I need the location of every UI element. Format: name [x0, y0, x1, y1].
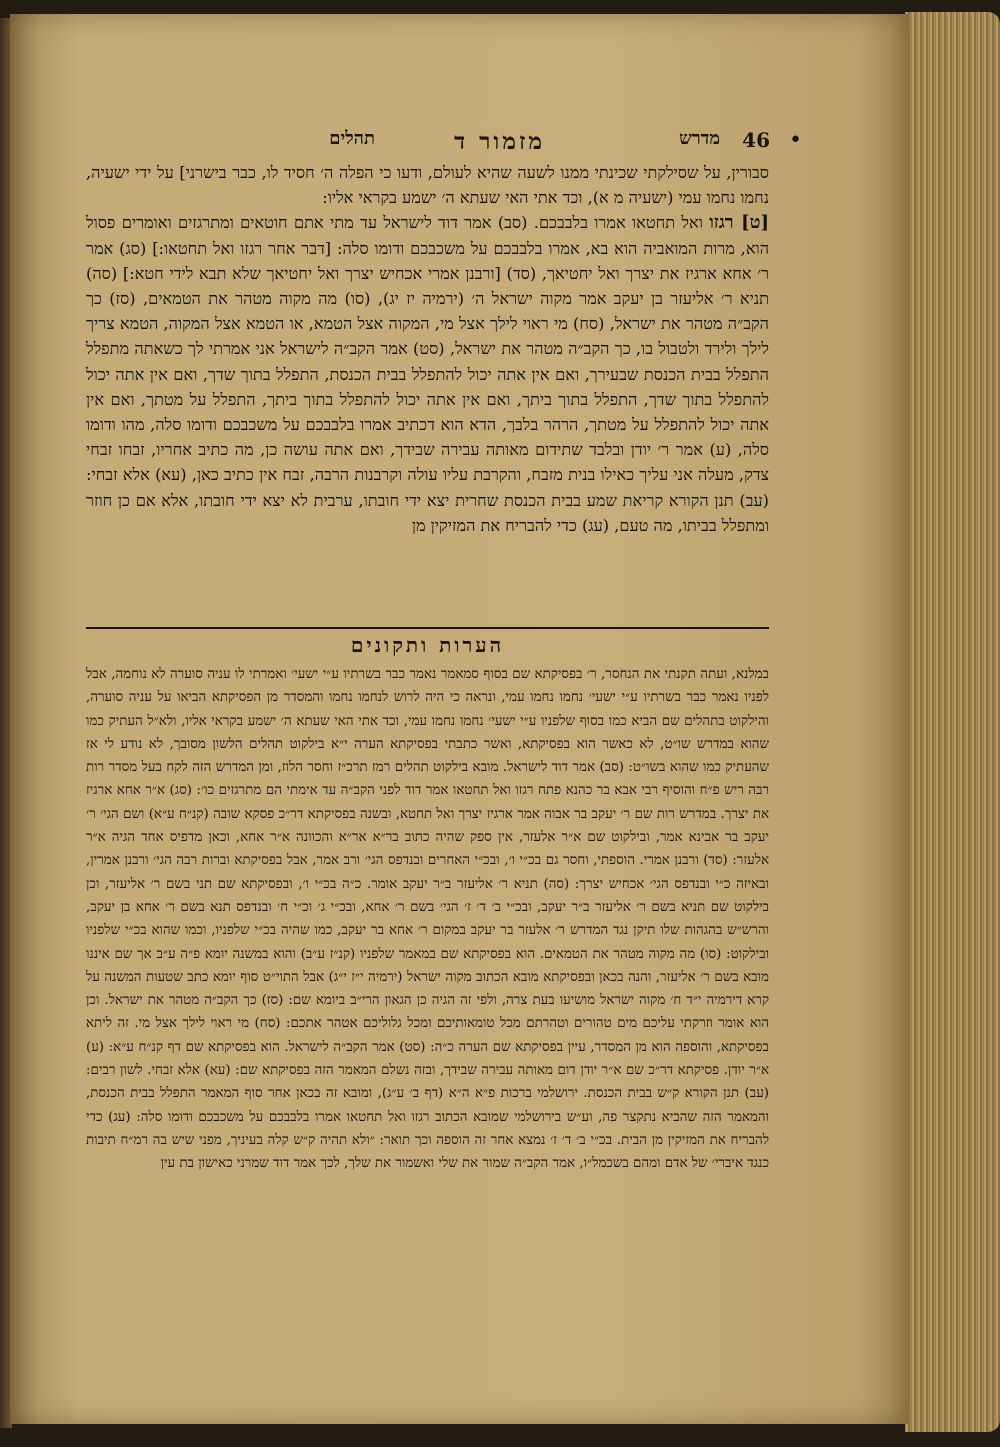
main-text	[86, 160, 769, 538]
main-paragraph-1: סבורין, על שסילקתי שכינתי ממנו לשעה שהיא לעולם, ודעו כי הפלה ה׳ חסיד לו, כבר בישרני] על ידי ישעיה, נחמו נחמו עמי (ישעיה מ א), וכד אתי האי שעתא ה׳ ישמע בקראי אליו:	[86, 163, 769, 208]
header-book-title: מדרש	[679, 128, 720, 149]
page-number: 46	[742, 128, 770, 152]
book-page-edges	[905, 12, 1000, 1432]
margin-dot-header: •	[789, 128, 802, 153]
header-section: תהלים	[329, 128, 375, 149]
notes-text	[86, 663, 769, 1176]
notes-title: הערות ותקונים	[350, 633, 505, 657]
main-paragraph-2	[86, 210, 769, 538]
notes-body: במלנא, ועתה תקנתי את הנחסר, ר׳ בפסיקתא שם בסוף סמאמר נאמר כבר בשרתיו ע״י ישעי׳ ואמרתי לו עניה סוערה לא נוחמה, אבל לפניו נאמר כבר בשרתיו ע״י ישעי׳ נחמו נחמו עמי, ונראה כי היה לרוש לנחמו נחמו והמסדר מן הפסיקתא הביאו על עניה סוערה, והילקוט בתהלים שם הביא כמו בסוף שלפניו ע״י ישעי׳ נחמו נחמו עמי, וכד אתי האי שעתא ה׳ ישמע בקראי אליו, ולא״ל העתיק כמו שהוא במדרש שו״ט, לא כאשר הוא בפסיקתא, ואשר כתבתי בפסיקתא הערה י״א בילקוט תהלים הלשון מסובך, לא נודע לי אז שהעתיק כמו שהוא בשו״ט: (סב) אמר דוד לישראל. מובא בילקוט תהלים רמז תרכ״ז וחסר הלוז, ומן המדרש הזה לקח בעל מסדר רות רבה ריש פ״ח והוסיף רבי אבא בר כהנא פתח רגזו ואל תחטאו אמר דוד לפני הקב״ה עד אימתי הם מתרגזים כו׳: (סג) א״ר אחא ארגיז את יצרך. במדרש רות שם ר׳ יעקב בר אבוה אמר ארגיז יצרך ואל תחטא, ובשנה בפסיקתא דר״כ פסקא שובה (קנ״ח ע״א) ושם הגי׳ ר׳ יעקב בר אבינא אמר, ובילקוט שם א״ר אלעזר, אין ספק שהיה כתוב בר״א אר״א והכוונה א״ר אחא, וכאן מדפיס אחד הגיה א״ר אלעזר: (סד) ורבנן אמרי. הוספתי, וחסר גם בכ״י ו׳, ובכ״י האחרים ובנדפס הגי׳ ורב אמר, אבל בפסיקתא וברות רבה הגי׳ ורבנן אמרין, ובאיזה כ״י ובנדפס הגי׳ אכחיש יצרך: (סה) תניא ר׳ אליעזר ב״ר יעקב אומר. כ״ה בכ״י ו׳, ובפסיקתא שם תני בשם ר׳ אליעזר, וכן בילקוט שם תניא בשם ר׳ אליעזר ב״ר יעקב, ובכ״י ב׳ ד׳ ז׳ הגי׳ בשם ר׳ אחא, ובכ״י ג׳ וכ״י ח׳ ובנדפס תנא בשם ר׳ אחא בן יעקב, והרש״ש בהגהות שלו תיקן נגד המדרש ר׳ אלעזר בר יעקב במקום ר׳ אחא בר יעקב, כמו שהיה בכ״י שלפניו, וכמו שהוא בכ״י שלפניו ובילקוט: (סו) מה מקוה מטהר את הטמאים. הוא בפסיקתא שם במאמר שלפניו (קנ״ז ע״ב) והוא במשנה יומא פ״ה ע״ב אך שם איננו מובא בשם ר׳ אליעזר, והנה בכאן ובפסיקתא מובא הכתוב מקוה ישראל (ירמיה י״ז י״ג) אבל התוי״ט סוף יומא כתב שטעות המשנה על קרא דירמיה י״ד ח׳ מקוה ישראל מושיעו בעת צרה, ולפי זה הגיה כן הגאון הרי״ב ביומא שם: (סז) כך הקב״ה מטהר את ישראל. וכן הוא אומר וזרקתי עליכם מים טהורים וטהרתם מכל טומאותיכם ומכל גלוליכם אטהר אתכם: (סח) מי ראוי לילך אצל מי. זה ליתא בפסיקתא, והוספה הוא מן המסדר, עיין בפסיקתא שם הערה כ״ה: (סט) אמר הקב״ה לישראל. הוא בפסיקתא שם דף קנ״ח ע״א: (ע) א״ר יודן. פסיקתא דר״כ שם א״ר יודן דום מאותה עבירה שבידך, ובזה נשלם המאמר הזה בפסיקתא שם: (עא) אלא זבחי. לשון רבים: (עב) תנן הקורא ק״ש בבית הכנסת. ירושלמי ברכות פ״א ה״א (דף ב׳ ע״ג), ומובא זה בכאן אחר סוף המאמר התפלל בבית הכנסת, והמאמר הזה שהביא נתקצר פה, וע״ש בירושלמי שמובא הכתוב רגזו ואל תחטאו אמרו בלבבכם על משכבכם ודומו סלה: (עג) כדי להבריח את המזיקין מן הבית. בכ״י ב׳ ד׳ ז׳ נמצא אחר זה הוספה וכך תואר: ״ולא תהיה ק״ש קלה בעיניך, מפני שיש בה רמ״ח תיבות כנגד איברי׳ של אדם ומהם בשכמל״ו, אמר הקב״ה שמור את שלי ואשמור את שלך, לכך אמר דוד שמרני כאישון בת עין	[86, 667, 769, 1172]
running-header	[260, 128, 802, 156]
verse-lead: [ט] רגזו	[709, 212, 769, 234]
header-psalm: מזמור ד	[454, 128, 545, 155]
section-divider	[86, 627, 769, 629]
main-paragraph-2-body: ואל תחטאו אמרו בלבבכם. (סב) אמר דוד לישראל עד מתי אתם חוטאים ומתרגזים ואומרים פסול הוא, מרות המואביה הוא בא, אמרו בלבבכם על משכבכם ודומו סלה: [דבר אחר רגזו ואל תחטאו:] (סג) אמר ר׳ אחא ארגיז את יצרך ואל יחטיאך, (סד) [ורבנן אמרי אכחיש יצרך ואל יחטיאך שלא תבא לידי חטא:] (סה) תניא ר׳ אליעזר בן יעקב אמר מקוה ישראל ה׳ (ירמיה יז יג), (סו) מה מקוה מטהר את הטמאים, (סז) כך הקב״ה מטהר את ישראל, (סח) מי ראוי לילך אצל מי, המקוה אצל הטמא, או הטמא אצל המקוה, הטמא צריך לילך ולירד ולטבול בו, כך הקב״ה מטהר את ישראל, (סט) אמר הקב״ה לישראל אני אמרתי לך כשאתה מתפלל התפלל בבית הכנסת שבעירך, ואם אין אתה יכול להתפלל בבית הכנסת, התפלל בתוך שדך, ואם אין אתה יכול להתפלל בתוך שדך, התפלל בתוך ביתך, ואם אין אתה יכול להתפלל בתוך ביתך, התפלל על מטתך, ואם אין אתה יכול להתפלל על מטתך, הרהר בלבך, הדא הוא דכתיב אמרו בלבבכם על משכבכם ודומו סלה, מהו ודומו סלה, (ע) אמר ר׳ יודן ובלבד שתידום מאותה עבירה שבידך, ואם אתה עושה כן, מה כתיב אחריו, זבחו זבחי צדק, מעלה אני עליך כאילו בנית מזבח, והקרבת עליו עולה וקרבנות הרבה, זבח אין כתיב כאן, (עא) אלא זבחי: (עב) תנן הקורא קריאת שמע בבית הכנסת שחרית יצא ידי חובתו, ערבית לא יצא ידי חובתו, אלא אם כן חוזר ומתפלל בביתו, מה טעם, (עג) כדי להבריח את המזיקין מן	[86, 213, 769, 535]
